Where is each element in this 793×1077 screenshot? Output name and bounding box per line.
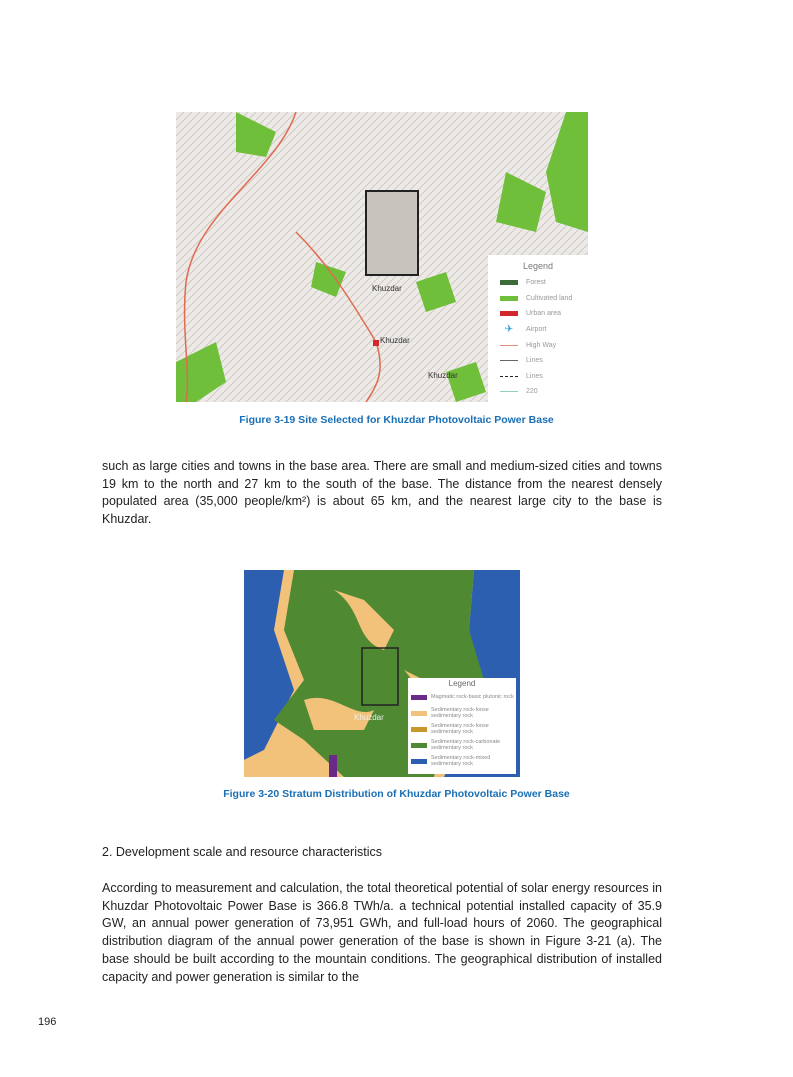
airplane-icon: ✈ [504,324,514,336]
section-heading: 2. Development scale and resource characteristics [102,845,382,859]
legend-item-cultivated-land: Cultivated land [488,291,588,307]
legend-item-magmatic-rock: Magmatic rock-basic plutonic rock [408,689,516,705]
map-label-khuzdar-city: Khuzdar [380,336,410,345]
stratum-legend [408,678,516,774]
map-label-khuzdar: Khuzdar [354,713,384,722]
body-paragraph-2: According to measurement and calculation, the total theoretical potential of solar energy resources in Khuzdar Photovoltaic Power Base is 366.8 TWh/a. a technical potential installed capacity of 35.9 GW, an annual power generation of 73,951 GWh, and full-load hours of 2060. The geographical distribution diagram of the annual power generation of the base is shown in Figure 3-21 (a). The base should be built according to the mountain conditions. The geographical distribution of installed capacity and power generation is similar to the [102,881,662,984]
page-number: 196 [38,1016,57,1028]
legend-item-loose-sedimentary-light: Sedimentary rock-loose sedimentary rock [408,705,516,721]
legend-title: Legend [448,679,476,688]
legend-item-mixed-sedimentary: Sedimentary rock-mixed sedimentary rock [408,753,516,769]
site-map [176,112,588,402]
map-legend [488,255,588,402]
legend-item-220: 220 [488,384,588,400]
legend-item-urban-area: Urban area [488,306,588,322]
figure-caption-3-20: Figure 3-20 Stratum Distribution of Khuzdar Photovoltaic Power Base [223,788,570,800]
legend-item-forest: Forest [488,275,588,291]
legend-item-lines: Lines [488,353,588,369]
legend-item-carbonate-sedimentary: Sedimentary rock-carbonate sedimentary rock [408,737,516,753]
legend-item-airport: ✈ Airport [488,322,588,338]
body-paragraph-1: such as large cities and towns in the base area. There are small and medium-sized cities and towns 19 km to the north and 27 km to the south of the base. The distance from the nearest densely populated area (35,000 people/km²) is about 65 km, and the nearest large city to the base is Khuzdar. [102,459,662,527]
map-label-khuzdar: Khuzdar [372,284,402,293]
figure-caption-3-19: Figure 3-19 Site Selected for Khuzdar Photovoltaic Power Base [239,414,554,426]
stratum-map [244,570,520,777]
legend-item-highway: High Way [488,337,588,353]
legend-item-lines-dashed: Lines [488,369,588,385]
map-label-khuzdar-south: Khuzdar [428,371,458,380]
legend-title: Legend [522,261,554,271]
legend-item-loose-sedimentary-dark: Sedimentary rock-loose sedimentary rock [408,721,516,737]
